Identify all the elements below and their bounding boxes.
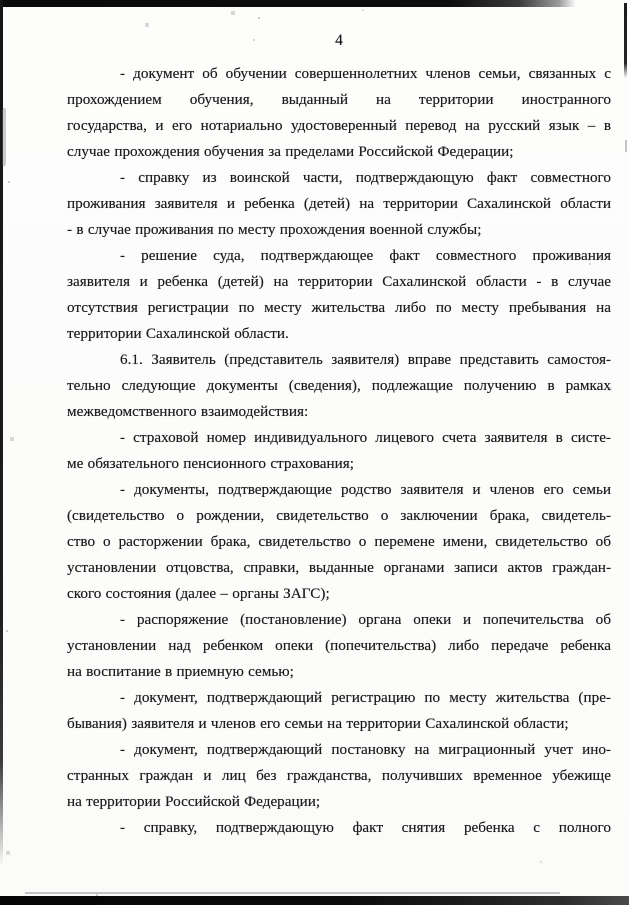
scan-smudge-bottom bbox=[25, 892, 560, 894]
scan-edge-right-dash bbox=[625, 140, 627, 152]
text-line: - документы, подтверждающие родство заявителя и членов его семьи bbox=[120, 481, 611, 498]
text-line: межведомственного взаимодействия: bbox=[67, 403, 309, 420]
text-line: - документ об обучении совершеннолетних членов семьи, связанных с bbox=[120, 65, 611, 82]
text-line: - в случае проживания по месту прохождения военной службы; bbox=[67, 221, 482, 238]
text-line: - справку из воинской части, подтверждающую факт совместного bbox=[120, 169, 611, 186]
text-line: - документ, подтверждающий постановку на миграционный учет ино- bbox=[120, 741, 611, 758]
text-line: установлении отцовства, справки, выданные органами записи актов граждан- bbox=[67, 559, 611, 576]
text-line: - решение суда, подтверждающее факт совместного проживания bbox=[120, 247, 611, 264]
text-line: ме обязательного пенсионного страхования; bbox=[67, 455, 354, 472]
text-line: на воспитание в приемную семью; bbox=[67, 663, 294, 680]
text-line: - справку, подтверждающую факт снятия ребенка с полного bbox=[120, 819, 611, 836]
text-line: (свидетельство о рождении, свидетельство о заключении брака, свидетель- bbox=[67, 507, 611, 524]
text-line: ского состояния (далее – органы ЗАГС); bbox=[67, 585, 330, 602]
text-line: прохождением обучения, выданный на территории иностранного bbox=[67, 91, 611, 108]
text-line: территории Сахалинской области. bbox=[67, 325, 289, 342]
text-line: - документ, подтверждающий регистрацию по месту жительства (пре- bbox=[120, 689, 611, 706]
scan-edge-right bbox=[624, 3, 627, 78]
text-line: отсутствия регистрации по месту жительства либо по месту пребывания на bbox=[67, 299, 611, 316]
text-line: случае прохождения обучения за пределами Российской Федерации; bbox=[67, 143, 514, 160]
text-line: ство о расторжении брака, свидетельство о перемене имени, свидетельство об bbox=[67, 533, 611, 550]
scan-edge-top bbox=[0, 0, 576, 7]
scan-noise-specks bbox=[0, 0, 2, 2]
text-line: странных граждан и лиц без гражданства, получивших временное убежище bbox=[67, 767, 611, 784]
text-line: проживания заявителя и ребенка (детей) на территории Сахалинской области bbox=[67, 195, 611, 212]
text-line: тельно следующие документы (сведения), подлежащие получению в рамках bbox=[67, 377, 611, 394]
text-line: установлении над ребенком опеки (попечительства) либо передаче ребенка bbox=[67, 637, 611, 654]
scan-smudge-left bbox=[2, 108, 6, 166]
text-line: 6.1. Заявитель (представитель заявителя) вправе представить самостоя- bbox=[120, 351, 611, 368]
text-block bbox=[67, 61, 611, 841]
text-line: - распоряжение (постановление) органа опеки и попечительства об bbox=[120, 611, 611, 628]
text-line: бывания) заявителя и членов его семьи на территории Сахалинской области; bbox=[67, 715, 569, 732]
text-line: - страховой номер индивидуального лицевого счета заявителя в систе- bbox=[120, 429, 611, 446]
text-line: заявителя и ребенка (детей) на территории Сахалинской области - в случае bbox=[67, 273, 611, 290]
scan-edge-bottom bbox=[0, 896, 629, 905]
text-line: на территории Российской Федерации; bbox=[67, 793, 321, 810]
page-number: 4 bbox=[335, 32, 343, 49]
text-line: государства, и его нотариально удостоверенный перевод на русский язык – в bbox=[67, 117, 611, 134]
